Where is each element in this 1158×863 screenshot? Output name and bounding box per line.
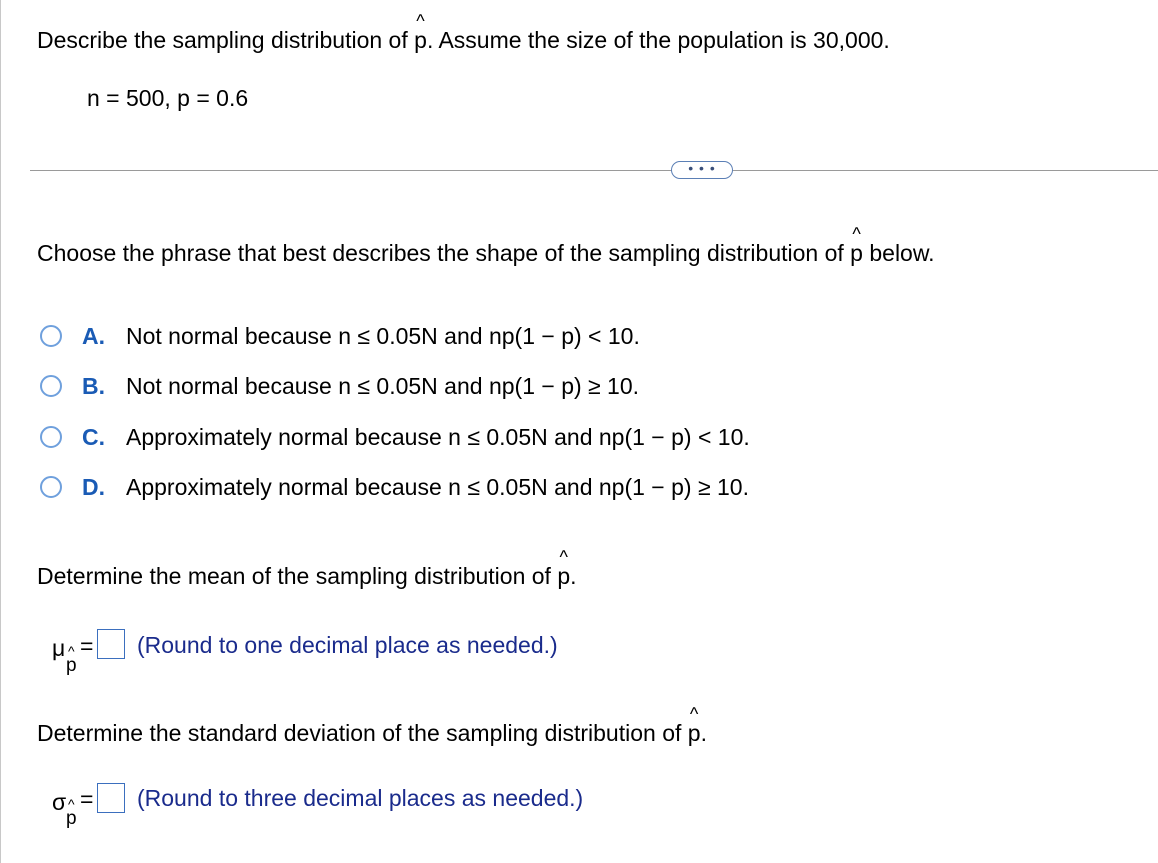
radio-a[interactable] (40, 325, 62, 347)
expand-button[interactable]: • • • (671, 161, 733, 179)
option-a-letter: A. (82, 323, 105, 349)
mu-subscript-hat: ^ (68, 643, 75, 659)
left-border (0, 0, 1, 863)
option-b-text: Not normal because n ≤ 0.05N and np(1 − p) ≥ 10. (126, 373, 640, 399)
mean-rounding-note: (Round to one decimal place as needed.) (137, 632, 558, 658)
mean-answer-input[interactable] (97, 629, 125, 659)
mu-subscript: p (66, 655, 77, 676)
question-prompt: Describe the sampling distribution of ^ p. Assume the size of the population is 30,000. (37, 11, 890, 53)
radio-d[interactable] (40, 476, 62, 498)
given-values: n = 500, p = 0.6 (87, 85, 249, 111)
option-d-text: Approximately normal because n ≤ 0.05N and np(1 − p) ≥ 10. (126, 474, 749, 500)
part2-prompt: Determine the mean of the sampling distribution of ^ p. (37, 547, 577, 589)
mu-equals: = (80, 633, 94, 659)
sigma-subscript: p (66, 808, 77, 829)
option-b-letter: B. (82, 373, 105, 399)
option-a-text: Not normal because n ≤ 0.05N and np(1 − p) < 10. (126, 323, 640, 349)
option-c-letter: C. (82, 424, 105, 450)
sigma-equals: = (80, 786, 94, 812)
part3-prompt: Determine the standard deviation of the sampling distribution of ^ p. (37, 704, 707, 746)
option-d-letter: D. (82, 474, 105, 500)
part1-prompt: Choose the phrase that best describes the shape of the sampling distribution of ^ p below. (37, 224, 935, 266)
option-c-text: Approximately normal because n ≤ 0.05N and np(1 − p) < 10. (126, 424, 750, 450)
sigma-subscript-hat: ^ (68, 796, 75, 812)
sd-answer-input[interactable] (97, 783, 125, 813)
radio-b[interactable] (40, 375, 62, 397)
sd-rounding-note: (Round to three decimal places as needed.) (137, 785, 584, 811)
mu-symbol: μ (52, 635, 66, 661)
section-divider (30, 170, 1158, 171)
radio-c[interactable] (40, 426, 62, 448)
sigma-symbol: σ (52, 789, 67, 815)
